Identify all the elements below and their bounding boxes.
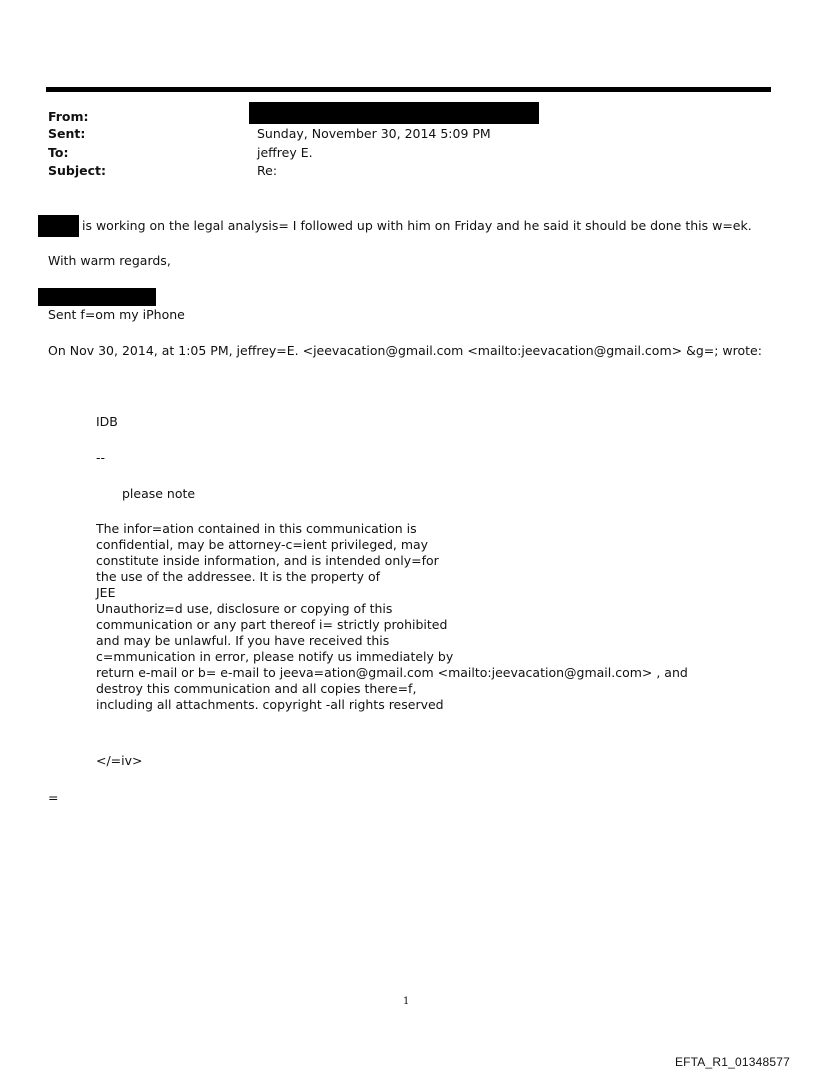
disclaimer-line: constitute inside information, and is intended only=for xyxy=(96,553,439,568)
disclaimer-line: and may be unlawful. If you have received this xyxy=(96,633,390,648)
close-tag-line: </=iv> xyxy=(96,753,143,768)
body-line-1: is working on the legal analysis= I followed up with him on Friday and he said it should be done this w=ek. xyxy=(82,218,752,233)
disclaimer-line: the use of the addressee. It is the property of xyxy=(96,569,381,584)
trailing-equals: = xyxy=(48,790,59,805)
disclaimer-line: return e-mail or b= e-mail to jeeva=ation@gmail.com <mailto:jeevacation@gmail.com> , and xyxy=(96,665,688,680)
quoted-sig: IDB xyxy=(96,414,118,429)
from-label: From: xyxy=(48,109,89,124)
sent-label: Sent: xyxy=(48,126,86,141)
quote-intro-line: On Nov 30, 2014, at 1:05 PM, jeffrey=E. <jeevacation@gmail.com <mailto:jeevacation@gmail.com> &g=; wrote: xyxy=(48,343,762,358)
header-rule xyxy=(46,87,771,92)
to-value: jeffrey E. xyxy=(257,145,313,160)
disclaimer-line: JEE xyxy=(96,585,116,600)
name-redaction xyxy=(38,215,79,237)
please-note-line: please note xyxy=(122,486,196,501)
disclaimer-line: Unauthoriz=d use, disclosure or copying of this xyxy=(96,601,393,616)
disclaimer-line: including all attachments. copyright -all rights reserved xyxy=(96,697,444,712)
signature-redaction xyxy=(38,288,156,306)
sent-value: Sunday, November 30, 2014 5:09 PM xyxy=(257,126,491,141)
disclaimer-line: c=mmunication in error, please notify us immediately by xyxy=(96,649,454,664)
quoted-dashes: -- xyxy=(96,450,106,465)
bates-number: EFTA_R1_01348577 xyxy=(674,1055,790,1069)
disclaimer-line: The infor=ation contained in this communication is xyxy=(96,521,417,536)
disclaimer-line: communication or any part thereof i= strictly prohibited xyxy=(96,617,448,632)
from-redaction xyxy=(249,102,539,124)
to-label: To: xyxy=(48,145,69,160)
sent-from-line: Sent f=om my iPhone xyxy=(48,307,185,322)
page-number: 1 xyxy=(403,996,410,1007)
disclaimer-line: confidential, may be attorney-c=ient privileged, may xyxy=(96,537,429,552)
regards-line: With warm regards, xyxy=(48,253,171,268)
disclaimer-line: destroy this communication and all copies there=f, xyxy=(96,681,417,696)
subject-label: Subject: xyxy=(48,163,106,178)
subject-value: Re: xyxy=(257,163,278,178)
